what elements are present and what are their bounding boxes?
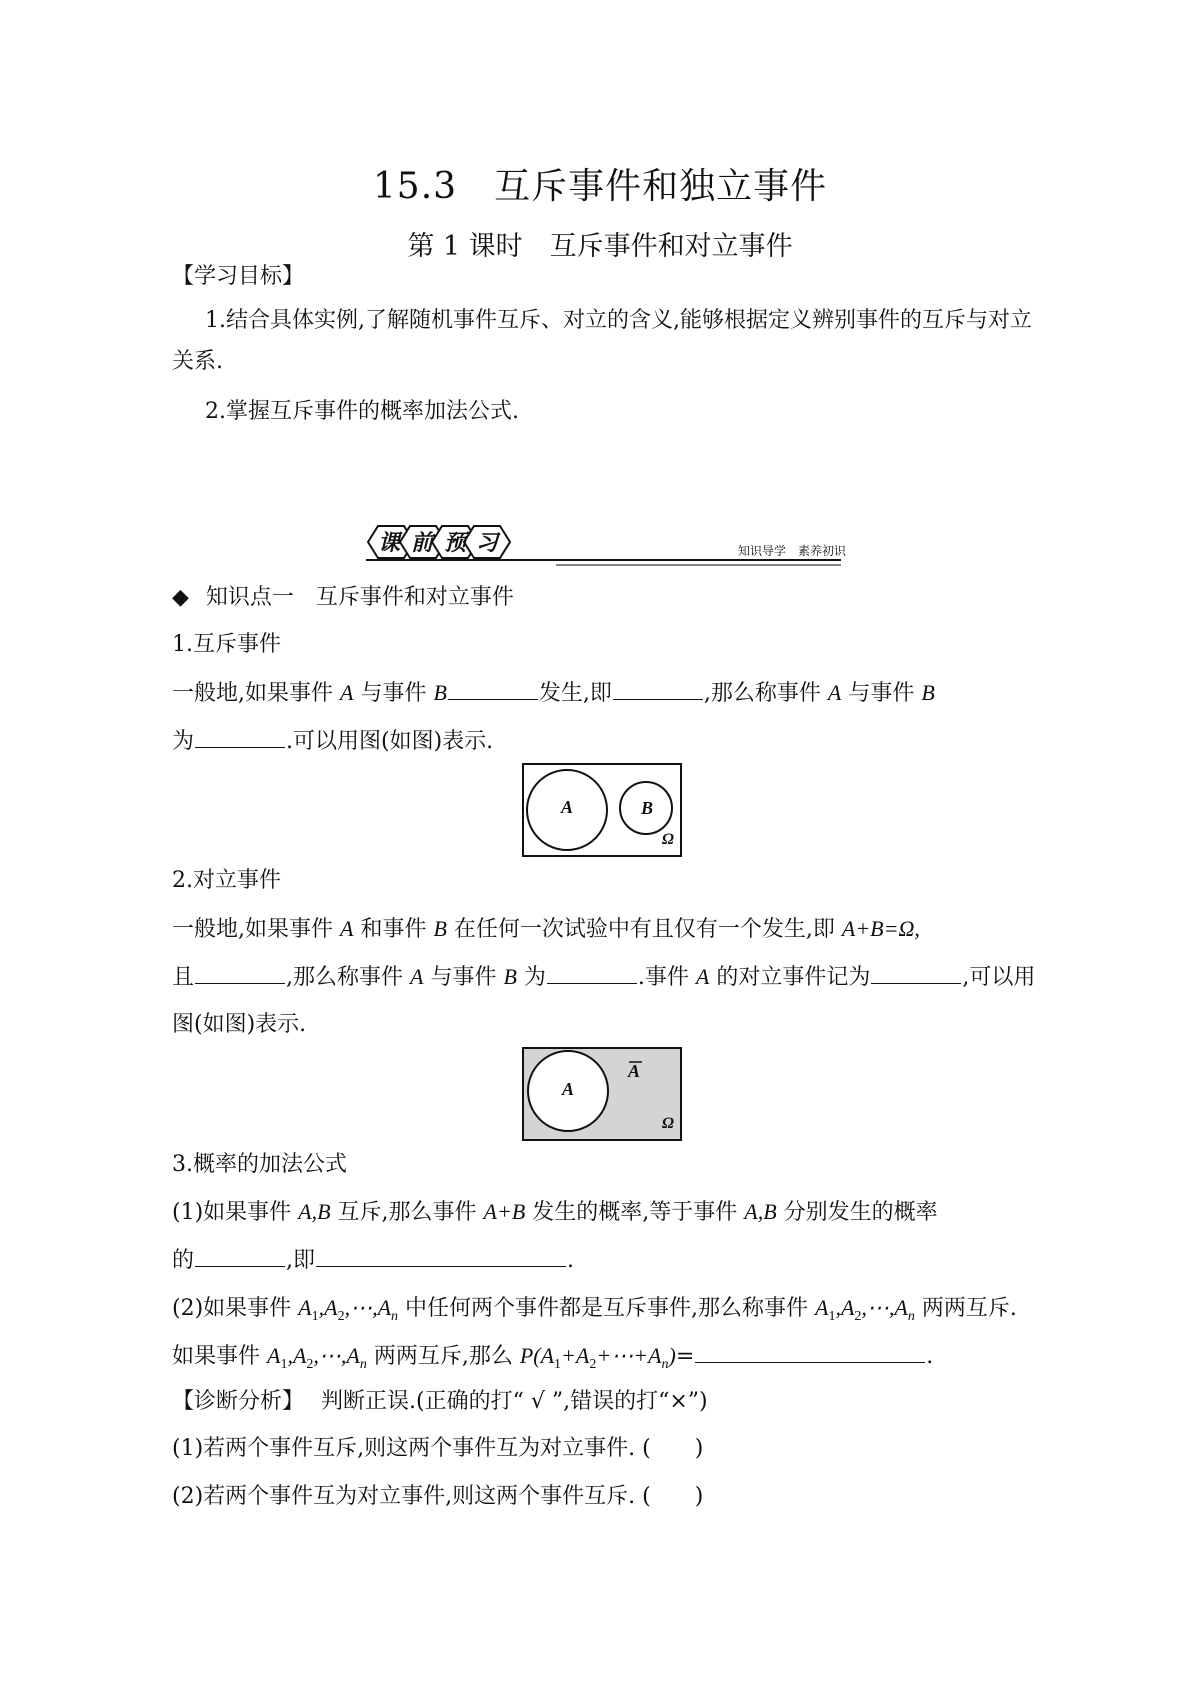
knowledge-point-label: 知识点一 互斥事件和对立事件 bbox=[205, 585, 514, 610]
fill-blank[interactable] bbox=[871, 961, 961, 984]
section-1-line-1: 一般地,如果事件 A 与事件 B 发生,即 ,那么称事件 A 与事件 B bbox=[172, 677, 935, 709]
fill-blank[interactable] bbox=[547, 961, 637, 984]
banner-right-text: 知识导学 素养初识 bbox=[738, 544, 847, 558]
section-banner-preview bbox=[356, 520, 856, 570]
fill-blank[interactable] bbox=[695, 1340, 925, 1363]
objective-2: 2.掌握互斥事件的概率加法公式. bbox=[205, 399, 519, 424]
venn2-label-a: A bbox=[562, 1079, 575, 1099]
section-1-line-2: 为 .可以用图(如图)表示. bbox=[172, 725, 493, 757]
section-3-p1-line-1: (1)如果事件 A,B 互斥,那么事件 A+B 发生的概率,等于事件 A,B 分别发生的概率 bbox=[172, 1199, 938, 1225]
fill-blank[interactable] bbox=[613, 677, 703, 700]
banner-char-1: 课 bbox=[378, 531, 401, 556]
fill-blank[interactable] bbox=[195, 1244, 285, 1267]
banner-char-2: 前 bbox=[411, 531, 434, 556]
page-title: 15.3 互斥事件和独立事件 bbox=[372, 166, 828, 207]
diamond-bullet-icon: ◆ bbox=[172, 585, 189, 610]
section-3-p2-line-2: 如果事件 $A_1,A_2,\cdots,A_n$ 两两互斥,那么 $P(A_1+A_2+\cdots+A_n)=$ . bbox=[172, 1340, 933, 1375]
section-3-p2-line-1: (2)如果事件 $A_1,A_2,\cdots,A_n$ 中任何两个事件都是互斥事件,那么称事件 $A_1,A_2,\cdots,A_n$ 两两互斥. bbox=[172, 1295, 1017, 1324]
fill-blank[interactable] bbox=[448, 677, 538, 700]
venn2-label-a-complement: A bbox=[628, 1061, 641, 1081]
diagnosis-question-1: (1)若两个事件互斥,则这两个事件互为对立事件. ( ) bbox=[172, 1436, 704, 1461]
objective-1-line-2: 关系. bbox=[172, 349, 223, 374]
knowledge-point-heading bbox=[172, 583, 514, 613]
fill-blank[interactable] bbox=[195, 961, 285, 984]
objectives-heading: 【学习目标】 bbox=[172, 264, 305, 289]
fill-blank[interactable] bbox=[316, 1244, 566, 1267]
section-3-p1-line-2: 的 ,即 . bbox=[172, 1244, 574, 1276]
section-2-line-1: 一般地,如果事件 A 和事件 B 在任何一次试验中有且仅有一个发生,即 A+B=Ω, bbox=[172, 916, 920, 942]
banner-char-3: 预 bbox=[444, 531, 467, 556]
section-2-line-3: 图(如图)表示. bbox=[172, 1012, 307, 1037]
venn1-label-b: B bbox=[641, 798, 654, 818]
fill-blank[interactable] bbox=[195, 725, 285, 748]
section-2-heading: 2.对立事件 bbox=[172, 868, 281, 893]
venn-diagram-mutually-exclusive bbox=[522, 763, 682, 862]
section-2-line-2: 且 ,那么称事件 A 与事件 B 为 .事件 A 的对立事件记为 ,可以用 bbox=[172, 961, 1035, 993]
diagnosis-heading-line bbox=[172, 1387, 708, 1417]
venn-diagram-complement bbox=[522, 1047, 682, 1146]
lesson-subtitle: 第 1 课时 互斥事件和对立事件 bbox=[407, 231, 793, 262]
section-3-heading: 3.概率的加法公式 bbox=[172, 1152, 347, 1177]
objective-1-line-1: 1.结合具体实例,了解随机事件互斥、对立的含义,能够根据定义辨别事件的互斥与对立 bbox=[205, 308, 1032, 333]
venn1-label-a: A bbox=[561, 797, 574, 817]
banner-char-4: 习 bbox=[476, 531, 499, 556]
section-1-heading: 1.互斥事件 bbox=[172, 632, 281, 657]
venn1-label-omega: Ω bbox=[662, 831, 674, 848]
diagnosis-question-2: (2)若两个事件互为对立事件,则这两个事件互斥. ( ) bbox=[172, 1484, 704, 1509]
diagnosis-heading: 【诊断分析】 bbox=[172, 1389, 305, 1414]
venn2-label-omega: Ω bbox=[662, 1115, 674, 1132]
diagnosis-instruction: 判断正误.(正确的打“ √ ”,错误的打“×”) bbox=[321, 1389, 708, 1414]
